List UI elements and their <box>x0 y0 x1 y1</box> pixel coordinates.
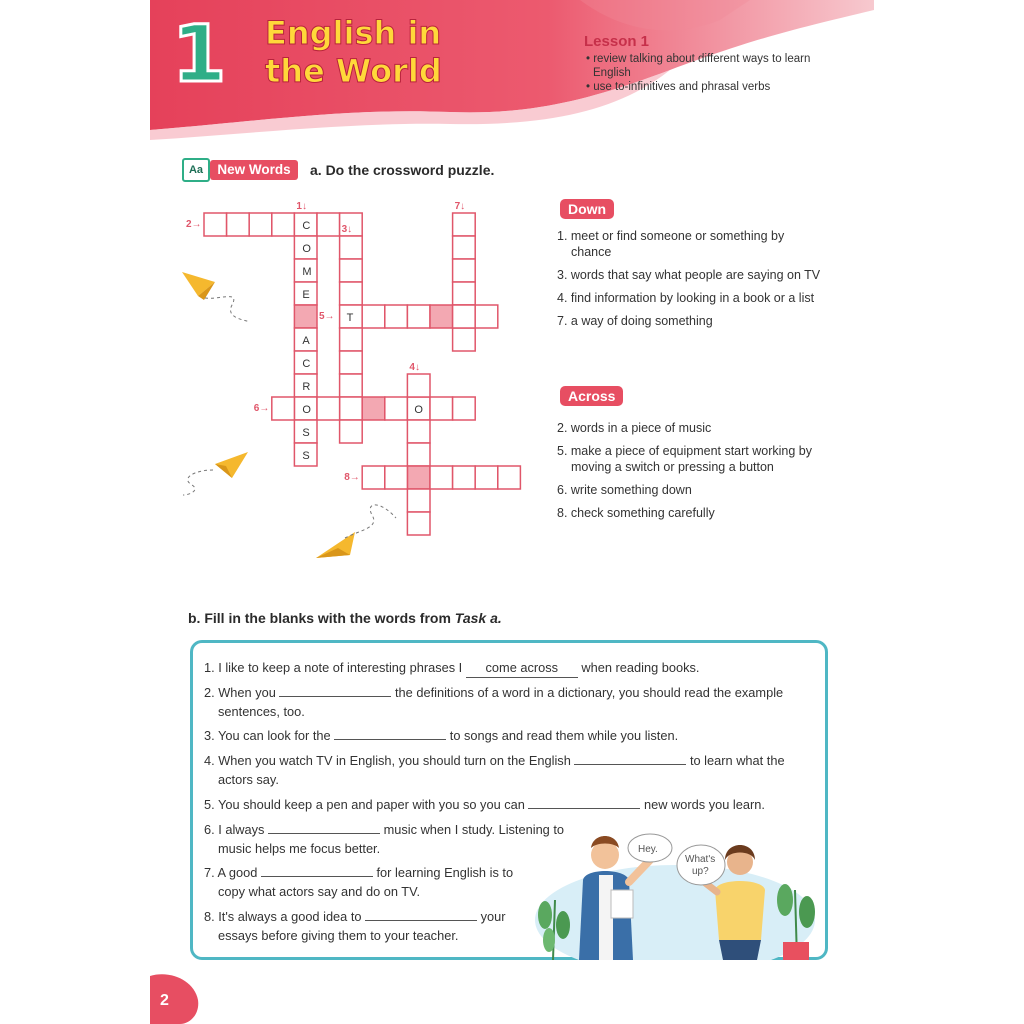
crossword-cell[interactable] <box>317 397 340 420</box>
blank-2[interactable] <box>279 683 391 697</box>
crossword-cell[interactable] <box>453 397 476 420</box>
answer-1[interactable]: come across <box>466 658 578 678</box>
crossword-cell[interactable] <box>453 213 476 236</box>
sentence-7: 7. A good for learning English is to copy what actors say and do on TV. <box>204 865 514 899</box>
crossword-cell[interactable] <box>340 236 363 259</box>
crossword-letter: T <box>346 312 354 324</box>
crossword-cell[interactable] <box>340 351 363 374</box>
crossword-cell[interactable] <box>407 420 430 443</box>
clue-number: 1↓ <box>296 201 307 212</box>
down-clue-1: 1. meet or find someone or something by chance <box>557 229 785 259</box>
crossword-cell[interactable] <box>362 466 385 489</box>
paper-plane-icon <box>316 505 396 558</box>
across-clue-2: 2. words in a piece of music <box>557 421 712 435</box>
crossword-cell[interactable] <box>227 213 250 236</box>
across-heading: Across <box>560 386 623 406</box>
page-number: 2 <box>160 992 169 1009</box>
crossword-cell[interactable] <box>453 305 476 328</box>
blank-3[interactable] <box>334 726 446 740</box>
across-clue-6: 6. write something down <box>557 483 692 497</box>
paper-plane-icon <box>183 452 248 495</box>
bubble-1-text: Hey. <box>638 844 658 855</box>
sentence-5: 5. You should keep a pen and paper with you so you can new words you learn. <box>204 797 765 812</box>
unit-title-line2: the World <box>265 52 442 90</box>
across-clue-5: 5. make a piece of equipment start working by moving a switch or pressing a button <box>557 444 812 474</box>
clue-number: 5→ <box>319 311 335 322</box>
crossword-cell[interactable] <box>362 305 385 328</box>
crossword-letter: A <box>302 335 310 347</box>
clue-number: 2→ <box>186 219 202 230</box>
crossword-cell[interactable] <box>204 213 227 236</box>
crossword-cell[interactable] <box>340 397 363 420</box>
bubble-2-line1: What's <box>685 854 716 865</box>
blank-4[interactable] <box>574 751 686 765</box>
task-b-instruction <box>188 610 502 626</box>
down-clue-4: 4. find information by looking in a book or a list <box>557 291 815 305</box>
crossword-cell[interactable] <box>407 489 430 512</box>
blank-7[interactable] <box>261 863 373 877</box>
sentence-1: 1. I like to keep a note of interesting phrases I come across when reading books. <box>204 658 699 678</box>
new-words-label: New Words <box>210 160 298 180</box>
clue-number: 3↓ <box>341 224 353 235</box>
crossword-cell[interactable] <box>385 397 408 420</box>
students-talking-illustration <box>525 820 825 960</box>
speech-bubble <box>628 834 672 862</box>
crossword-cell[interactable] <box>340 282 363 305</box>
clue-number: 6→ <box>253 403 270 414</box>
bubble-2-line2: up? <box>692 866 709 877</box>
crossword-cell[interactable] <box>272 397 295 420</box>
crossword-cell[interactable] <box>430 466 453 489</box>
lesson-title: Lesson 1 <box>584 33 650 50</box>
crossword-cell[interactable] <box>272 213 295 236</box>
crossword-letter: C <box>302 220 311 232</box>
blank-5[interactable] <box>528 795 640 809</box>
crossword-cell[interactable] <box>453 236 476 259</box>
crossword-cell[interactable] <box>362 397 385 420</box>
down-heading: Down <box>560 199 614 219</box>
crossword-cell[interactable] <box>430 305 453 328</box>
crossword-cell[interactable] <box>453 282 476 305</box>
crossword-letter: E <box>302 289 310 301</box>
down-clue-3: 3. words that say what people are saying on TV <box>557 268 821 282</box>
crossword-cell[interactable] <box>407 443 430 466</box>
page-number-tab <box>150 970 210 1024</box>
lesson-objective-1: • review talking about different ways to learn English <box>586 53 811 79</box>
crossword-letter: O <box>414 404 423 416</box>
new-words-icon: Aa <box>182 158 210 182</box>
crossword-cell[interactable] <box>249 213 272 236</box>
crossword-cell[interactable] <box>407 305 430 328</box>
crossword-letter: R <box>302 381 311 393</box>
crossword-cell[interactable] <box>340 328 363 351</box>
clue-number: 7↓ <box>454 201 466 212</box>
across-clue-8: 8. check something carefully <box>557 506 715 520</box>
crossword-letter: C <box>302 358 311 370</box>
crossword-cell[interactable] <box>498 466 521 489</box>
speech-bubble <box>677 845 725 885</box>
crossword-cell[interactable] <box>407 374 430 397</box>
blank-8[interactable] <box>365 907 477 921</box>
sentence-8: 8. It's always a good idea to your essays before giving them to your teacher. <box>204 909 506 943</box>
task-a-instruction: a. Do the crossword puzzle. <box>310 162 495 178</box>
blank-6[interactable] <box>268 820 380 834</box>
crossword-cell[interactable] <box>385 305 408 328</box>
crossword-cell[interactable] <box>407 466 430 489</box>
paper-plane-icon <box>182 272 250 322</box>
clue-number: 4↓ <box>409 362 420 373</box>
unit-number: 1 <box>172 10 227 100</box>
crossword-letter: O <box>302 404 311 416</box>
down-clue-7: 7. a way of doing something <box>557 314 713 328</box>
crossword-cell[interactable] <box>430 397 453 420</box>
crossword-cell[interactable] <box>453 328 476 351</box>
crossword-cell[interactable] <box>475 466 498 489</box>
task-b-title: b. Fill in the blanks with the words from <box>188 610 451 626</box>
crossword-letter: S <box>302 427 310 439</box>
crossword-cell[interactable] <box>340 420 363 443</box>
across-clues <box>557 420 827 528</box>
unit-title-line1: English in <box>265 14 442 52</box>
crossword-letter: M <box>302 266 312 278</box>
crossword-cell[interactable] <box>317 213 340 236</box>
sentence-3: 3. You can look for the to songs and read them while you listen. <box>204 728 679 743</box>
crossword-cell[interactable] <box>340 259 363 282</box>
crossword-cell[interactable] <box>453 259 476 282</box>
crossword-letter: O <box>302 243 311 255</box>
sentence-6: 6. I always music when I study. Listening to music helps me focus better. <box>204 822 565 856</box>
crossword-cell[interactable] <box>475 305 498 328</box>
crossword-cell[interactable] <box>294 305 317 328</box>
task-b-ref: Task a. <box>454 610 502 626</box>
clue-number: 8→ <box>344 472 360 483</box>
crossword-letter: S <box>302 450 310 462</box>
down-clues <box>557 228 827 336</box>
lesson-objective-2: • use to-infinitives and phrasal verbs <box>586 81 771 93</box>
crossword-cell[interactable] <box>385 466 408 489</box>
sentence-2: 2. When you the definitions of a word in a dictionary, you should read the example sentences, too. <box>204 685 784 719</box>
sentence-4: 4. When you watch TV in English, you should turn on the English to learn what the actors say. <box>204 753 785 787</box>
crossword-cell[interactable] <box>453 466 476 489</box>
crossword-cell[interactable] <box>407 512 430 535</box>
crossword-cell[interactable] <box>340 374 363 397</box>
